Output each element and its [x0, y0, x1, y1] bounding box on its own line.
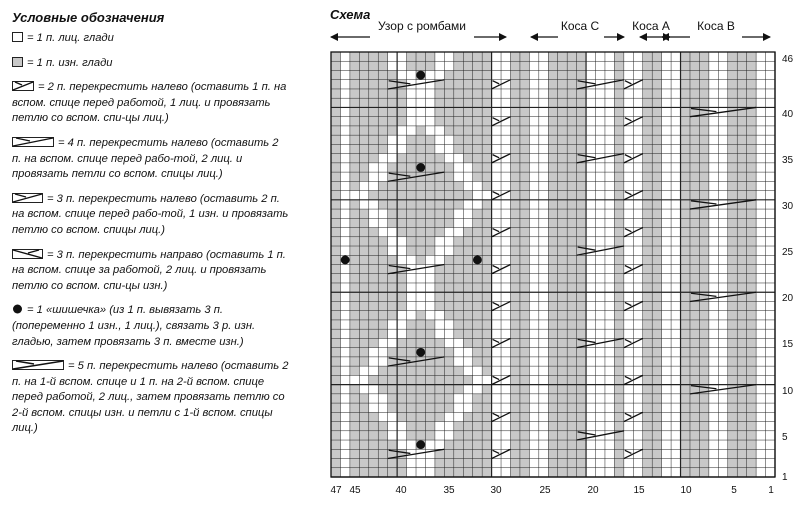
- rhombus-cell: [378, 172, 387, 181]
- rhombus-cell: [463, 403, 472, 412]
- rhombus-cell: [397, 422, 406, 431]
- rhombus-cell: [444, 135, 453, 144]
- bobble-mark: [416, 163, 425, 172]
- rhombus-cell: [454, 163, 463, 172]
- col-label-10: 10: [680, 485, 692, 496]
- rhombus-cell: [444, 338, 453, 347]
- row-label-5: 5: [782, 432, 788, 443]
- rhombus-cell: [463, 172, 472, 181]
- rhombus-cell: [473, 375, 482, 384]
- rhombus-cell: [416, 89, 425, 98]
- rhombus-cell: [407, 126, 416, 135]
- rhombus-cell: [369, 348, 378, 357]
- rhombus-cell: [482, 375, 491, 384]
- rhombus-cell: [425, 311, 434, 320]
- rhombus-cell: [397, 144, 406, 153]
- rhombus-cell: [463, 357, 472, 366]
- rhombus-cell: [454, 394, 463, 403]
- bobble-mark: [416, 71, 425, 80]
- legend-text-knit: = 1 п. лиц. глади: [27, 32, 114, 44]
- rhombus-cell: [425, 89, 434, 98]
- rhombus-cell: [435, 135, 444, 144]
- rhombus-cell: [388, 61, 397, 70]
- rhombus-cell: [454, 348, 463, 357]
- rhombus-cell: [425, 292, 434, 301]
- section-label-cable-c: Коса C: [560, 19, 600, 33]
- rhombus-cell: [444, 422, 453, 431]
- legend-title: Условные обозначения: [12, 10, 165, 25]
- rhombus-cell: [425, 98, 434, 107]
- rhombus-cell: [407, 89, 416, 98]
- row-label-46: 46: [782, 54, 794, 65]
- rhombus-cell: [425, 468, 434, 477]
- rhombus-cell: [369, 181, 378, 190]
- rhombus-cell: [435, 329, 444, 338]
- legend-text-cross-5-left: = 5 п. перекрестить налево (оставить 2 п. на 1-й вспом. спице и 1 п. на 2-й вспом. спице перед работой, 2 лиц., затем провязать петлю со 2-й вспом. спицы изн. и петли с 1-й вспом. спицы лиц.): [12, 360, 289, 435]
- rhombus-cell: [397, 70, 406, 79]
- rhombus-cell: [435, 237, 444, 246]
- rhombus-cell: [397, 320, 406, 329]
- legend-text-cross-2-left: = 2 п. перекрестить налево (оставить 1 п. на вспом. спице перед работой, 1 лиц. и провязать петлю со вспом. спи-цы лиц.): [12, 81, 287, 125]
- rhombus-cell: [444, 144, 453, 153]
- stitch-grid: [331, 52, 775, 477]
- rhombus-cell: [463, 366, 472, 375]
- bobble-mark: [416, 348, 425, 357]
- rhombus-cell: [407, 98, 416, 107]
- rhombus-cell: [388, 154, 397, 163]
- rhombus-cell: [388, 338, 397, 347]
- rhombus-cell: [444, 412, 453, 421]
- rhombus-cell: [463, 181, 472, 190]
- rhombus-cell: [454, 172, 463, 181]
- rhombus-cell: [388, 144, 397, 153]
- rhombus-cell: [378, 218, 387, 227]
- col-label-30: 30: [490, 485, 502, 496]
- rhombus-cell: [388, 431, 397, 440]
- rhombus-cell: [397, 126, 406, 135]
- rhombus-cell: [435, 311, 444, 320]
- rhombus-cell: [369, 163, 378, 172]
- rhombus-cell: [416, 301, 425, 310]
- rhombus-cell: [397, 237, 406, 246]
- rhombus-cell: [388, 412, 397, 421]
- rhombus-cell: [359, 385, 368, 394]
- rhombus-cell: [473, 191, 482, 200]
- rhombus-cell: [407, 311, 416, 320]
- rhombus-cell: [473, 385, 482, 394]
- rhombus-cell: [435, 431, 444, 440]
- rhombus-cell: [416, 468, 425, 477]
- rhombus-cell: [473, 181, 482, 190]
- legend-text-cross-3-left: = 3 п. перекрестить налево (оставить 2 п. на вспом. спице перед рабо-той, 1 изн. и провязать петлю со вспом. спицы лиц.): [12, 192, 289, 236]
- rhombus-cell: [388, 329, 397, 338]
- rhombus-cell: [444, 329, 453, 338]
- rhombus-cell: [416, 283, 425, 292]
- col-label-35: 35: [443, 485, 455, 496]
- rhombus-cell: [359, 200, 368, 209]
- rhombus-cell: [397, 246, 406, 255]
- rhombus-cell: [397, 135, 406, 144]
- rhombus-cell: [435, 126, 444, 135]
- rhombus-cell: [444, 246, 453, 255]
- rhombus-cell: [388, 52, 397, 61]
- rhombus-cell: [425, 440, 434, 449]
- rhombus-cell: [397, 52, 406, 61]
- rhombus-cell: [388, 135, 397, 144]
- row-label-35: 35: [782, 155, 794, 166]
- rhombus-cell: [388, 228, 397, 237]
- rhombus-cell: [416, 274, 425, 283]
- rhombus-cell: [463, 348, 472, 357]
- rhombus-cell: [454, 228, 463, 237]
- rhombus-cell: [482, 191, 491, 200]
- col-label-20: 20: [587, 485, 599, 496]
- rhombus-cell: [435, 255, 444, 264]
- rhombus-cell: [407, 274, 416, 283]
- rhombus-cell: [435, 422, 444, 431]
- rhombus-cell: [454, 357, 463, 366]
- rhombus-cell: [359, 375, 368, 384]
- row-label-1: 1: [782, 472, 788, 483]
- bobble-mark: [341, 255, 350, 264]
- rhombus-cell: [407, 70, 416, 79]
- rhombus-cell: [369, 385, 378, 394]
- rhombus-cell: [369, 200, 378, 209]
- rhombus-cell: [444, 52, 453, 61]
- rhombus-cell: [407, 107, 416, 116]
- rhombus-cell: [463, 385, 472, 394]
- rhombus-cell: [369, 218, 378, 227]
- col-label-1: 1: [768, 485, 774, 496]
- row-label-30: 30: [782, 201, 794, 212]
- rhombus-cell: [369, 209, 378, 218]
- rhombus-cell: [435, 246, 444, 255]
- row-label-10: 10: [782, 386, 794, 397]
- section-label-rhombus: Узор с ромбами: [377, 19, 467, 33]
- rhombus-cell: [444, 228, 453, 237]
- rhombus-cell: [378, 348, 387, 357]
- rhombus-cell: [444, 154, 453, 163]
- legend-text-purl: = 1 п. изн. глади: [27, 56, 113, 69]
- legend-text-bobble: = 1 «шишечка» (из 1 п. вывязать 3 п. (попеременно 1 изн., 1 лиц.), связать 3 р. изн. гладью, затем провязать 3 п. вместе изн.): [12, 304, 256, 348]
- rhombus-cell: [444, 320, 453, 329]
- rhombus-cell: [388, 237, 397, 246]
- rhombus-cell: [388, 422, 397, 431]
- rhombus-cell: [425, 117, 434, 126]
- rhombus-cell: [407, 283, 416, 292]
- rhombus-cell: [378, 394, 387, 403]
- rhombus-cell: [425, 283, 434, 292]
- rhombus-cell: [435, 320, 444, 329]
- rhombus-cell: [369, 366, 378, 375]
- rhombus-cell: [397, 61, 406, 70]
- row-label-20: 20: [782, 293, 794, 304]
- rhombus-cell: [416, 292, 425, 301]
- rhombus-cell: [454, 338, 463, 347]
- rhombus-cell: [407, 459, 416, 468]
- rhombus-cell: [454, 154, 463, 163]
- rhombus-cell: [416, 459, 425, 468]
- rhombus-cell: [378, 412, 387, 421]
- rhombus-cell: [388, 246, 397, 255]
- rhombus-cell: [454, 412, 463, 421]
- rhombus-cell: [454, 218, 463, 227]
- rhombus-cell: [369, 394, 378, 403]
- rhombus-cell: [407, 440, 416, 449]
- rhombus-cell: [378, 403, 387, 412]
- rhombus-cell: [463, 218, 472, 227]
- rhombus-cell: [359, 181, 368, 190]
- rhombus-cell: [454, 209, 463, 218]
- rhombus-cell: [369, 403, 378, 412]
- rhombus-cell: [378, 209, 387, 218]
- rhombus-cell: [407, 468, 416, 477]
- rhombus-cell: [359, 366, 368, 375]
- rhombus-cell: [397, 329, 406, 338]
- rhombus-cell: [463, 394, 472, 403]
- rhombus-cell: [378, 163, 387, 172]
- col-label-25: 25: [539, 485, 551, 496]
- chart-title: Схема: [330, 7, 371, 22]
- col-label-47: 47: [330, 485, 342, 496]
- rhombus-cell: [350, 375, 359, 384]
- col-label-45: 45: [349, 485, 361, 496]
- rhombus-cell: [435, 144, 444, 153]
- rhombus-cell: [425, 70, 434, 79]
- rhombus-cell: [425, 126, 434, 135]
- rhombus-cell: [388, 320, 397, 329]
- rhombus-cell: [463, 200, 472, 209]
- rhombus-cell: [463, 163, 472, 172]
- rhombus-cell: [454, 403, 463, 412]
- rhombus-cell: [435, 440, 444, 449]
- row-label-15: 15: [782, 339, 794, 350]
- col-label-40: 40: [395, 485, 407, 496]
- bobble-mark: [416, 440, 425, 449]
- rhombus-cell: [444, 237, 453, 246]
- col-label-5: 5: [731, 485, 737, 496]
- rhombus-cell: [473, 366, 482, 375]
- rhombus-cell: [369, 357, 378, 366]
- rhombus-cell: [407, 255, 416, 264]
- rhombus-cell: [378, 357, 387, 366]
- rhombus-cell: [473, 200, 482, 209]
- rhombus-cell: [463, 209, 472, 218]
- rhombus-cell: [407, 301, 416, 310]
- rhombus-cell: [435, 61, 444, 70]
- rhombus-cell: [407, 117, 416, 126]
- rhombus-cell: [397, 311, 406, 320]
- rhombus-cell: [350, 191, 359, 200]
- rhombus-cell: [435, 70, 444, 79]
- rhombus-cell: [397, 440, 406, 449]
- rhombus-cell: [359, 191, 368, 200]
- rhombus-cell: [397, 255, 406, 264]
- rhombus-cell: [416, 107, 425, 116]
- rhombus-cell: [425, 274, 434, 283]
- rhombus-cell: [444, 431, 453, 440]
- rhombus-cell: [369, 172, 378, 181]
- rhombus-cell: [378, 228, 387, 237]
- rhombus-cell: [435, 52, 444, 61]
- rhombus-cell: [444, 61, 453, 70]
- rhombus-cell: [416, 117, 425, 126]
- rhombus-cell: [416, 98, 425, 107]
- row-label-40: 40: [782, 109, 794, 120]
- section-label-cable-b: Коса B: [697, 19, 735, 33]
- rhombus-cell: [407, 292, 416, 301]
- rhombus-cell: [425, 255, 434, 264]
- rhombus-cell: [425, 107, 434, 116]
- rhombus-cell: [425, 459, 434, 468]
- bobble-mark: [473, 255, 482, 264]
- row-label-25: 25: [782, 247, 794, 258]
- rhombus-cell: [378, 338, 387, 347]
- rhombus-cell: [397, 431, 406, 440]
- col-label-15: 15: [633, 485, 645, 496]
- section-label-cable-a: Коса A: [632, 19, 670, 33]
- legend-text-cross-3-right: = 3 п. перекрестить направо (оставить 1 п. на вспом. спице за работой, 2 лиц. и провязать петлю со вспом. спи-цы изн.): [12, 248, 286, 292]
- rhombus-cell: [425, 301, 434, 310]
- legend-text-cross-4-left: = 4 п. перекрестить налево (оставить 2 п. на вспом. спице перед рабо-той, 2 лиц. и провязать петли со вспом. спицы лиц.): [12, 136, 279, 181]
- rhombus-cell: [378, 154, 387, 163]
